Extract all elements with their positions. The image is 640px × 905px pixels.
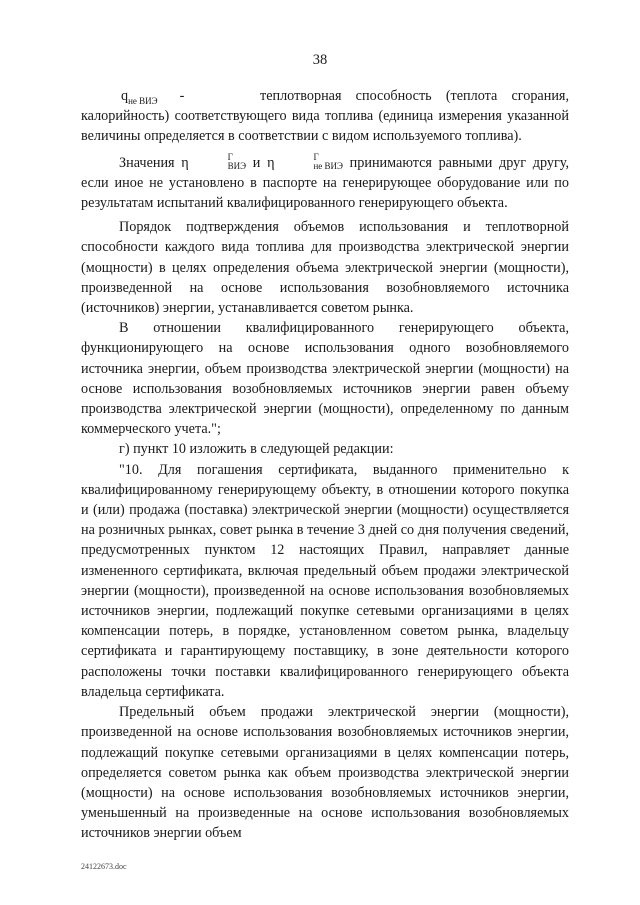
paragraph-item-g: г) пункт 10 изложить в следующей редакции: xyxy=(119,441,394,458)
eta-ne-vie-indices xyxy=(275,153,343,171)
values-and: и xyxy=(252,154,261,171)
eta-vie-indices xyxy=(190,153,246,171)
page-number: 38 xyxy=(312,52,328,68)
paragraph-fuel-confirmation: Порядок подтверждения объемов использования и теплотворной способности каждого вида топлива для производства электрической энергии (мощности) в целях определения объема электрической энергии (мощности), произведенной на основе использования возобновляемого источника (источников) энергии, устанавливается советом рынка. xyxy=(81,219,569,317)
document-body xyxy=(81,86,569,844)
file-name-footer: 24122673.doc xyxy=(81,862,127,871)
definition-symbol xyxy=(121,86,158,106)
eta-vie-symbol xyxy=(181,152,247,172)
paragraph-clause-10: "10. Для погашения сертификата, выданного применительно к квалифицированному генерирующему объекту, в отношении которого покупка и (или) продажа (поставка) электрической энергии (мощности) осуществляется на розничных рынках, совет рынка в течение 3 дней со дня получения сведений, предусмотренных пунктом 12 настоящих Правил, направляет данные измененного сертификата, включая предельный объем продажи электрической энергии (мощности), произведенной на основе использования возобновляемых источников энергии, подлежащий покупке сетевыми организациями в целях компенсации потерь, в порядке, установленном советом рынка, владельцу сертификата и гарантирующему поставщику, в зоне деятельности которого расположены точки поставки квалифицированного генерирующего объекта владельца сертификата. xyxy=(81,461,569,700)
symbol-q: q xyxy=(121,88,129,104)
eta-ne-vie-symbol xyxy=(267,152,343,172)
values-prefix: Значения xyxy=(119,154,175,171)
eta-glyph-2: η xyxy=(267,154,275,171)
eta-ne-vie-sub: не ВИЭ xyxy=(313,161,343,172)
eta-ne-vie-sup: Г xyxy=(313,152,319,163)
symbol-q-subscript: не ВИЭ xyxy=(128,95,158,106)
eta-glyph: η xyxy=(181,154,189,171)
definition-dash: - xyxy=(179,88,185,104)
paragraph-limit-volume: Предельный объем продажи электрической энергии (мощности), произведенной на основе использования возобновляемых источников энергии, подлежащий покупке сетевыми организациями в целях компенсации потерь, определяется советом рынка как объем производства электрической энергии (мощности) на основе использования возобновляемых источников энергии, уменьшенный на произведенные на основе использования возобновляемых источников энергии объем xyxy=(81,704,569,842)
eta-vie-sup: Г xyxy=(227,152,233,163)
definition-line xyxy=(81,86,569,106)
values-rest: принимаются равными друг другу, если иное не установлено в паспорте на генерирующее оборудование или по результатам испытаний квалифицированного генерирующего объекта. xyxy=(81,154,570,212)
paragraph-single-source: В отношении квалифицированного генерирующего объекта, функционирующего на основе использования одного возобновляемого источника энергии, объем производства электрической энергии (мощности) на основе использования возобновляемых источников энергии равен объему производства электрической энергии (мощности), определенному по данным коммерческого учета."; xyxy=(81,320,569,438)
values-paragraph xyxy=(81,153,569,214)
definition-line1-text: теплотворная способность (теплота сгорания, xyxy=(260,88,569,104)
definition-continuation: калорийность) соответствующего вида топлива (единица измерения указанной величины определяется в соответствии с видом используемого топлива). xyxy=(81,108,569,145)
eta-vie-sub: ВИЭ xyxy=(227,161,247,172)
